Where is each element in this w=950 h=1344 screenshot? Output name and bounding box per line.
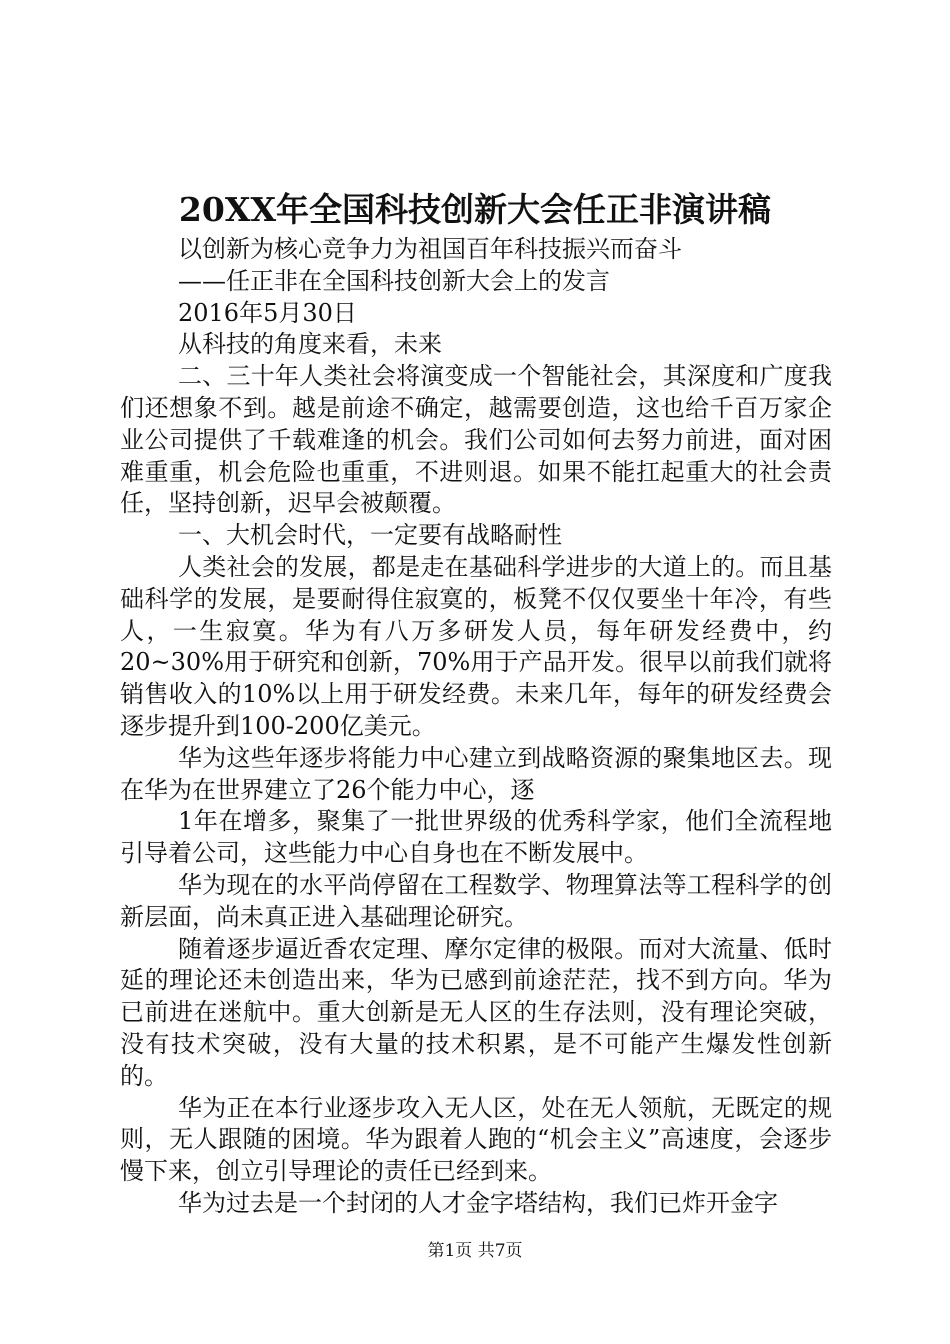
paragraph: 华为现在的水平尚停留在工程数学、物理算法等工程科学的创新层面，尚未真正进入基础理论研究。	[120, 870, 832, 931]
page-number-footer: 第1页 共7页	[427, 1241, 523, 1261]
paragraph: 从科技的角度来看，未来	[178, 330, 442, 359]
paragraph: 人类社会的发展，都是走在基础科学进步的大道上的。而且基础科学的发展，是要耐得住寂寞的，板凳不仅仅要坐十年冷，有些人，一生寂寞。华为有八万多研发人员，每年研发经费中，约20~30%用于研究和创新，70%用于产品开发。很早以前我们就将销售收入的10%以上用于研发经费。未来几年，每年的研发经费会逐步提升到100-200亿美元。	[120, 552, 832, 740]
paragraph: 华为这些年逐步将能力中心建立到战略资源的聚集地区去。现在华为在世界建立了26个能力中心，逐	[120, 743, 832, 804]
paragraph: 1年在增多，聚集了一批世界级的优秀科学家，他们全流程地引导着公司，这些能力中心自身也在不断发展中。	[120, 807, 832, 868]
paragraph: 华为过去是一个封闭的人才金字塔结构，我们已炸开金字	[178, 1188, 778, 1217]
section-heading: 一、大机会时代，一定要有战略耐性	[178, 521, 562, 550]
date-line: 2016年5月30日	[178, 298, 357, 327]
paragraph: 二、三十年人类社会将演变成一个智能社会，其深度和广度我们还想象不到。越是前途不确定，越需要创造，这也给千百万家企业公司提供了千载难逢的机会。我们公司如何去努力前进，面对困难重重，机会危险也重重，不进则退。如果不能扛起重大的社会责任，坚持创新，迟早会被颠覆。	[120, 362, 832, 518]
speaker-line: ——任正非在全国科技创新大会上的发言	[178, 266, 610, 295]
document-title: 20XX年全国科技创新大会任正非演讲稿	[178, 190, 772, 229]
paragraph: 随着逐步逼近香农定理、摩尔定律的极限。而对大流量、低时延的理论还未创造出来，华为已感到前途茫茫，找不到方向。华为已前进在迷航中。重大创新是无人区的生存法则，没有理论突破，没有技术突破，没有大量的技术积累，是不可能产生爆发性创新的。	[120, 934, 832, 1090]
document-body	[120, 234, 832, 1220]
paragraph: 华为正在本行业逐步攻入无人区，处在无人领航，无既定的规则，无人跟随的困境。华为跟着人跑的“机会主义”高速度，会逐步慢下来，创立引导理论的责任已经到来。	[120, 1093, 832, 1186]
subtitle-line: 以创新为核心竞争力为祖国百年科技振兴而奋斗	[178, 235, 682, 263]
